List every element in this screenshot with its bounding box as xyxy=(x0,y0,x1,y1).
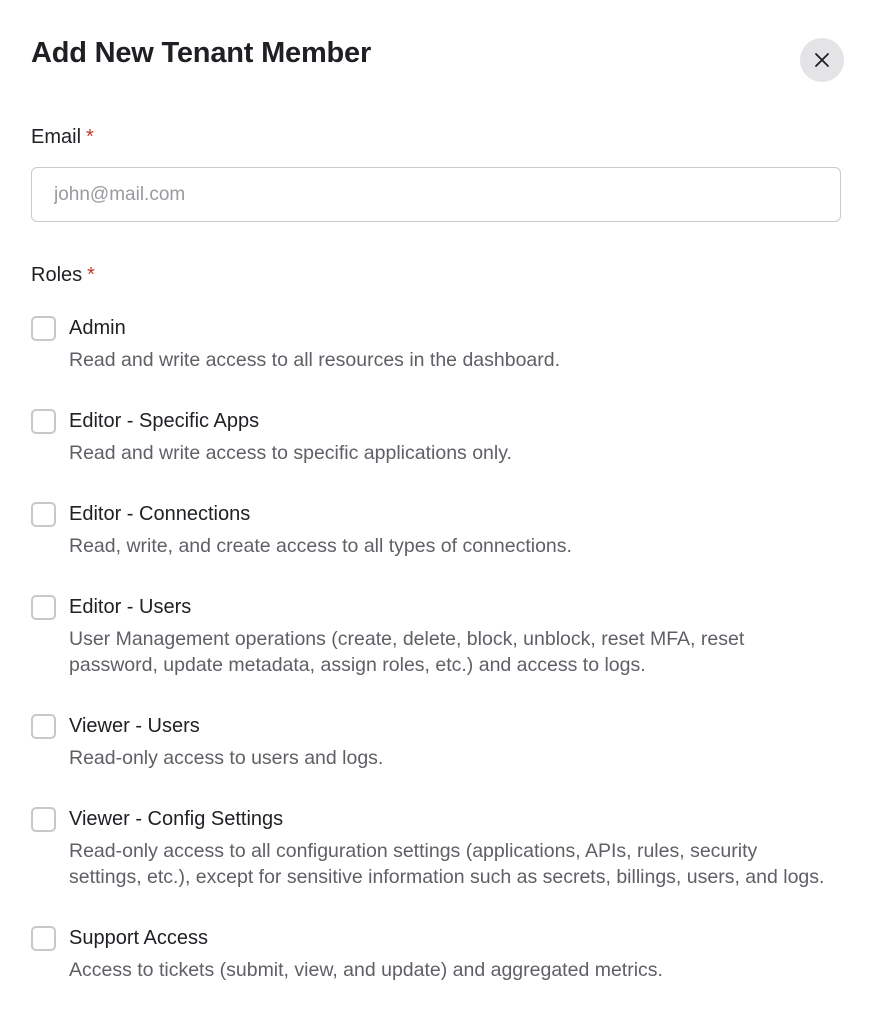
role-description: Read-only access to all configuration settings (applications, APIs, rules, security settings, etc.), except for sensitive information such as secrets, billings, users, and logs. xyxy=(69,840,825,888)
email-label-text: Email xyxy=(31,126,82,148)
role-checkbox[interactable] xyxy=(31,807,56,832)
required-mark: * xyxy=(87,264,95,286)
roles-label-text: Roles xyxy=(31,264,83,286)
role-name[interactable]: Viewer - Users xyxy=(69,714,200,737)
role-editor-users xyxy=(31,594,831,678)
roles-list xyxy=(31,315,831,1018)
close-icon xyxy=(814,52,830,68)
role-checkbox[interactable] xyxy=(31,409,56,434)
role-description: Read and write access to specific applications only. xyxy=(69,442,512,464)
dialog-title: Add New Tenant Member xyxy=(31,37,372,69)
role-viewer-users xyxy=(31,713,831,771)
role-editor-specific-apps xyxy=(31,408,831,466)
role-description: Read, write, and create access to all types of connections. xyxy=(69,535,572,557)
role-checkbox[interactable] xyxy=(31,316,56,341)
close-button[interactable] xyxy=(800,38,844,82)
role-name[interactable]: Support Access xyxy=(69,926,208,949)
role-support-access xyxy=(31,925,831,983)
role-editor-connections xyxy=(31,501,831,559)
role-name[interactable]: Editor - Specific Apps xyxy=(69,409,260,432)
email-input[interactable] xyxy=(31,167,841,222)
role-checkbox[interactable] xyxy=(31,502,56,527)
role-description: User Management operations (create, delete, block, unblock, reset MFA, reset password, update metadata, assign roles, etc.) and access to logs. xyxy=(69,628,745,676)
role-viewer-config-settings xyxy=(31,806,831,890)
role-checkbox[interactable] xyxy=(31,926,56,951)
role-checkbox[interactable] xyxy=(31,595,56,620)
role-name[interactable]: Editor - Connections xyxy=(69,502,251,525)
role-name[interactable]: Editor - Users xyxy=(69,595,192,618)
required-mark: * xyxy=(86,126,94,148)
role-description: Read and write access to all resources in the dashboard. xyxy=(69,349,561,371)
role-name[interactable]: Viewer - Config Settings xyxy=(69,807,284,830)
role-checkbox[interactable] xyxy=(31,714,56,739)
role-description: Read-only access to users and logs. xyxy=(69,747,384,769)
email-label xyxy=(31,126,94,149)
role-admin xyxy=(31,315,831,373)
roles-label xyxy=(31,264,95,287)
role-name[interactable]: Admin xyxy=(69,316,126,339)
role-description: Access to tickets (submit, view, and update) and aggregated metrics. xyxy=(69,959,663,981)
